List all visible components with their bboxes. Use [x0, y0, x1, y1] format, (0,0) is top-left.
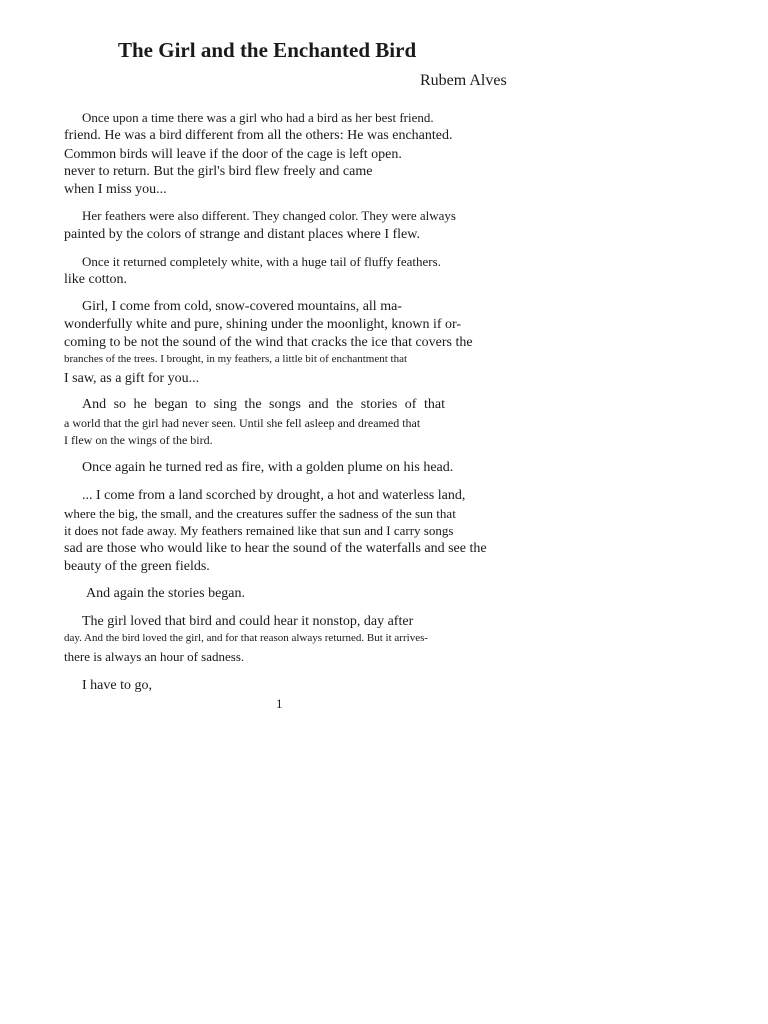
text-line: I saw, as a gift for you...	[64, 371, 200, 386]
text-line: Girl, I come from cold, snow-covered mountains, all ma-	[82, 299, 402, 314]
text-line: ... I come from a land scorched by drought, a hot and waterless land,	[82, 488, 466, 503]
text-line: never to return. But the girl's bird flew freely and came	[64, 164, 373, 179]
document-author: Rubem Alves	[420, 72, 507, 89]
text-line: sad are those who would like to hear the sound of the waterfalls and see the	[64, 541, 487, 556]
text-line: I have to go,	[82, 678, 152, 693]
text-line: Once upon a time there was a girl who had a bird as her best friend.	[82, 110, 434, 125]
text-line: when I miss you...	[64, 182, 167, 197]
text-line: And so he began to sing the songs and the stories of that	[82, 397, 445, 412]
text-line: The girl loved that bird and could hear it nonstop, day after	[82, 614, 414, 629]
text-line: Once it returned completely white, with a huge tail of fluffy feathers.	[82, 254, 441, 269]
text-line: like cotton.	[64, 272, 127, 287]
text-line: beauty of the green fields.	[64, 559, 210, 574]
text-line: wonderfully white and pure, shining under the moonlight, known if or-	[64, 317, 462, 332]
text-line: there is always an hour of sadness.	[64, 649, 245, 664]
text-line: a world that the girl had never seen. Until she fell asleep and dreamed that	[64, 416, 421, 430]
text-line: coming to be not the sound of the wind that cracks the ice that covers the	[64, 335, 473, 350]
document-title: The Girl and the Enchanted Bird	[118, 38, 417, 62]
text-line: Her feathers were also different. They changed color. They were always	[82, 208, 456, 223]
page-number: 1	[276, 696, 283, 711]
text-line: painted by the colors of strange and distant places where I flew.	[64, 227, 420, 242]
text-line: day. And the bird loved the girl, and for that reason always returned. But it arrives-	[64, 632, 429, 644]
text-line: it does not fade away. My feathers remained like that sun and I carry songs	[64, 523, 454, 538]
text-line: And again the stories began.	[86, 586, 246, 601]
text-line: where the big, the small, and the creatures suffer the sadness of the sun that	[64, 506, 456, 521]
text-line: Once again he turned red as fire, with a golden plume on his head.	[82, 460, 454, 475]
text-line: I flew on the wings of the bird.	[64, 433, 213, 447]
text-line: branches of the trees. I brought, in my feathers, a little bit of enchantment that	[64, 353, 408, 365]
text-line: friend. He was a bird different from all the others: He was enchanted.	[64, 128, 453, 143]
text-line: Common birds will leave if the door of the cage is left open.	[64, 147, 402, 162]
